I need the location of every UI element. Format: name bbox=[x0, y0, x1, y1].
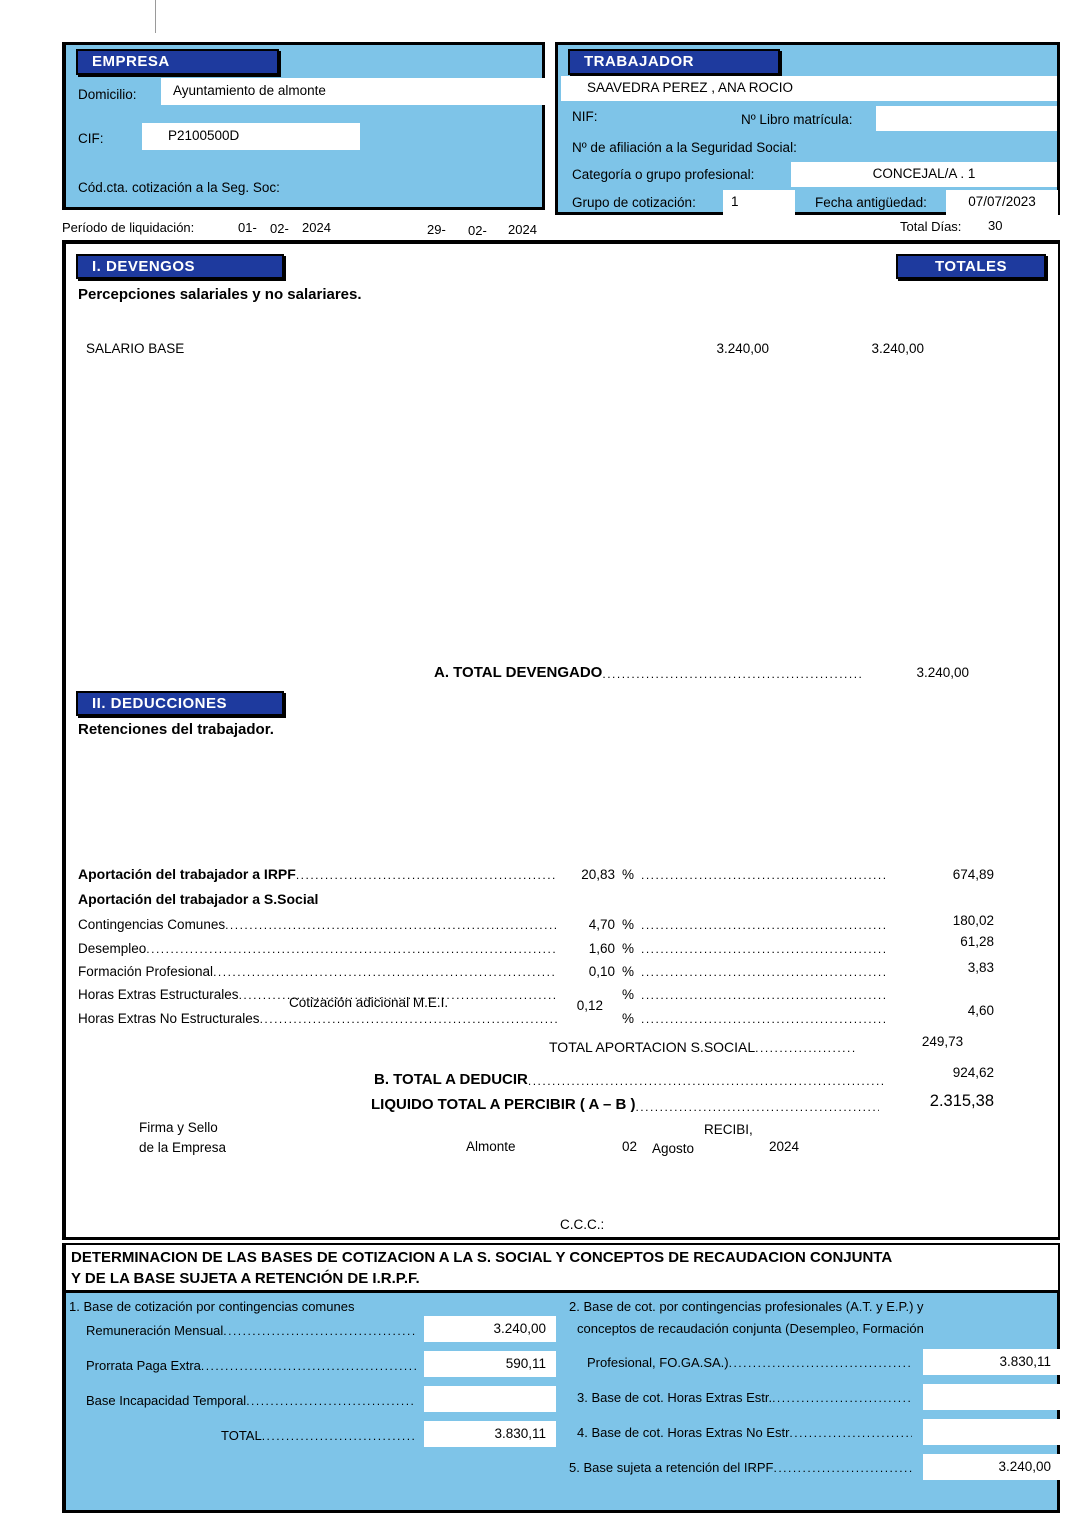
bases-panel bbox=[62, 1292, 1060, 1513]
deduccion-rate: 4,70 bbox=[588, 917, 615, 932]
grupo-cotizacion-value: 1 bbox=[731, 194, 739, 209]
total-bases-value: 3.830,11 bbox=[494, 1426, 546, 1441]
total-ss-row bbox=[549, 1034, 994, 1055]
percepciones-subtitle: Percepciones salariales y no salariares. bbox=[78, 286, 362, 303]
dot-leader bbox=[635, 1099, 879, 1114]
cuenta-cotizacion-label: Cód.cta. cotización a la Seg. Soc: bbox=[78, 180, 280, 195]
dot-leader bbox=[225, 917, 557, 932]
scan-artifact-line bbox=[155, 0, 156, 33]
dot-leader bbox=[772, 1390, 912, 1405]
total-devengado-value: 3.240,00 bbox=[916, 665, 969, 680]
periodo-desde-dia: 01- bbox=[238, 220, 257, 235]
deduccion-label: Horas Extras Estructurales bbox=[78, 987, 239, 1002]
recibi-dia: 02 bbox=[622, 1139, 638, 1154]
deducciones-header-label: II. DEDUCCIONES bbox=[92, 695, 228, 712]
concepto-total: 3.240,00 bbox=[871, 341, 924, 356]
incapacidad-label: Base Incapacidad Temporal bbox=[86, 1393, 247, 1408]
horas-extras-row bbox=[577, 1390, 912, 1405]
fogasa-field bbox=[923, 1349, 1061, 1375]
domicilio-field bbox=[161, 78, 546, 105]
dot-leader bbox=[262, 1428, 416, 1443]
devengos-header-label: I. DEVENGOS bbox=[92, 258, 196, 275]
fogasa-row bbox=[587, 1355, 912, 1370]
dot-leader bbox=[246, 1393, 416, 1408]
remuneracion-value: 3.240,00 bbox=[493, 1321, 546, 1336]
base-irpf-label: 5. Base sujeta a retención del IRPF bbox=[569, 1460, 774, 1475]
deduccion-amount: 3,83 bbox=[967, 960, 994, 975]
concepto-importe: 3.240,00 bbox=[716, 341, 769, 356]
total-deducir-row bbox=[374, 1065, 994, 1088]
mei-rate: 0,12 bbox=[576, 998, 603, 1013]
liquido-value: 2.315,38 bbox=[929, 1092, 994, 1110]
categoria-field bbox=[791, 162, 1057, 187]
total-dias-label: Total Días: bbox=[900, 219, 962, 234]
dot-leader bbox=[260, 1011, 557, 1026]
firma-sello-line1: Firma y Sello bbox=[139, 1120, 218, 1135]
periodo-desde-anio: 2024 bbox=[302, 220, 331, 235]
total-ss-value: 249,73 bbox=[921, 1034, 964, 1049]
incapacidad-row bbox=[86, 1393, 416, 1408]
total-devengado-row bbox=[434, 664, 969, 681]
mei-label: Cotización adicional M.E.I. bbox=[289, 995, 449, 1010]
irpf-label: Aportación del trabajador a IRPF bbox=[78, 866, 296, 882]
cif-label: CIF: bbox=[78, 131, 104, 146]
percent-sign: % bbox=[621, 1011, 634, 1026]
horas-extras-no-row bbox=[577, 1425, 912, 1440]
antiguedad-field bbox=[946, 190, 1058, 215]
deduccion-amount: 61,28 bbox=[960, 934, 994, 949]
totales-header-label: TOTALES bbox=[934, 258, 1008, 275]
deduccion-row bbox=[78, 913, 994, 932]
bases-title-line2: Y DE LA BASE SUJETA A RETENCIÓN DE I.R.P.F. bbox=[71, 1270, 420, 1287]
trabajador-panel bbox=[555, 42, 1060, 215]
dot-leader bbox=[789, 1425, 912, 1440]
cif-value: P2100500D bbox=[168, 128, 240, 143]
remuneracion-label: Remuneración Mensual bbox=[86, 1323, 224, 1338]
deducciones-header bbox=[76, 691, 284, 716]
empresa-header bbox=[76, 49, 279, 75]
antiguedad-value: 07/07/2023 bbox=[968, 194, 1036, 209]
total-deducir-label: B. TOTAL A DEDUCIR bbox=[374, 1071, 528, 1088]
bases-title-box bbox=[62, 1243, 1060, 1292]
concepto-label: SALARIO BASE bbox=[86, 341, 185, 356]
deduccion-row bbox=[78, 1011, 994, 1026]
dot-leader bbox=[641, 917, 886, 932]
categoria-value: CONCEJAL/A . 1 bbox=[872, 166, 976, 181]
categoria-label: Categoría o grupo profesional: bbox=[572, 167, 755, 182]
trabajador-header-label: TRABAJADOR bbox=[584, 53, 694, 70]
total-bases-field bbox=[424, 1421, 556, 1447]
grupo-cotizacion-field bbox=[723, 190, 795, 215]
dot-leader bbox=[774, 1460, 912, 1475]
prorrata-row bbox=[86, 1358, 416, 1373]
libro-matricula-label: Nº Libro matrícula: bbox=[741, 112, 853, 127]
dot-leader bbox=[602, 666, 861, 681]
dot-leader bbox=[213, 964, 557, 979]
ccc-label: C.C.C.: bbox=[560, 1217, 605, 1232]
prorrata-field bbox=[424, 1351, 556, 1377]
mei-amount: 4,60 bbox=[967, 1003, 994, 1018]
percent-sign: % bbox=[621, 987, 634, 1002]
devengos-header bbox=[76, 254, 284, 279]
empresa-header-label: EMPRESA bbox=[92, 53, 170, 70]
empresa-panel bbox=[62, 42, 545, 210]
periodo-hasta-mes: 02- bbox=[468, 223, 487, 238]
firma-sello-line2: de la Empresa bbox=[139, 1140, 227, 1155]
periodo-hasta-dia: 29- bbox=[427, 222, 446, 237]
deduccion-rate: 0,10 bbox=[588, 964, 615, 979]
bases-title-line1: DETERMINACION DE LAS BASES DE COTIZACION A LA S. SOCIAL Y CONCEPTOS DE RECAUDACION CONJUNTA bbox=[71, 1249, 893, 1266]
total-devengado-label: A. TOTAL DEVENGADO bbox=[434, 664, 603, 681]
deduccion-label: Formación Profesional bbox=[78, 964, 214, 979]
fogasa-value: 3.830,11 bbox=[999, 1354, 1051, 1369]
deduccion-label: Horas Extras No Estructurales bbox=[78, 1011, 260, 1026]
dot-leader bbox=[641, 941, 886, 956]
nif-label: NIF: bbox=[572, 109, 598, 124]
domicilio-value: Ayuntamiento de almonte bbox=[173, 83, 326, 98]
base-cp-titulo-line1: 2. Base de cot. por contingencias profesionales (A.T. y E.P.) y bbox=[569, 1299, 924, 1314]
dot-leader bbox=[641, 867, 886, 882]
total-ss-label: TOTAL APORTACION S.SOCIAL bbox=[549, 1039, 756, 1055]
base-irpf-value: 3.240,00 bbox=[998, 1459, 1051, 1474]
percent-sign: % bbox=[621, 917, 634, 932]
total-dias-value: 30 bbox=[988, 218, 1003, 233]
nombre-field bbox=[561, 76, 1057, 101]
horas-extras-field bbox=[923, 1384, 1061, 1410]
irpf-rate: 20,83 bbox=[581, 867, 615, 882]
fogasa-label: Profesional, FO.GA.SA.) bbox=[587, 1355, 729, 1370]
nomina-body-box bbox=[62, 240, 1060, 1240]
percent-sign: % bbox=[621, 964, 634, 979]
periodo-hasta-anio: 2024 bbox=[508, 222, 537, 237]
irpf-amount: 674,89 bbox=[952, 867, 994, 882]
dot-leader bbox=[296, 867, 557, 882]
retenciones-subtitle: Retenciones del trabajador. bbox=[78, 721, 274, 738]
periodo-desde-mes: 02- bbox=[270, 221, 289, 236]
percent-sign: % bbox=[621, 867, 634, 882]
domicilio-label: Domicilio: bbox=[78, 87, 137, 102]
remuneracion-field bbox=[424, 1316, 556, 1342]
libro-matricula-field bbox=[876, 106, 1057, 131]
horas-extras-no-label: 4. Base de cot. Horas Extras No Estr bbox=[577, 1425, 790, 1440]
total-deducir-value: 924,62 bbox=[952, 1065, 994, 1080]
deduccion-row bbox=[78, 960, 994, 979]
deduccion-amount: 180,02 bbox=[952, 913, 994, 928]
dot-leader bbox=[729, 1355, 912, 1370]
cif-field bbox=[142, 123, 360, 150]
dot-leader bbox=[755, 1040, 855, 1055]
trabajador-header bbox=[568, 49, 780, 75]
horas-extras-no-field bbox=[923, 1419, 1061, 1445]
base-irpf-row bbox=[569, 1460, 912, 1475]
deduccion-label: Desempleo bbox=[78, 941, 147, 956]
total-bases-label: TOTAL bbox=[221, 1428, 262, 1443]
totales-header bbox=[896, 254, 1046, 279]
deduccion-label: Contingencias Comunes bbox=[78, 917, 226, 932]
dot-leader bbox=[641, 987, 886, 1002]
dot-leader bbox=[528, 1073, 886, 1088]
deduccion-rate: 1,60 bbox=[588, 941, 615, 956]
recibi-lugar: Almonte bbox=[466, 1139, 516, 1154]
irpf-row bbox=[78, 866, 994, 882]
grupo-cotizacion-label: Grupo de cotización: bbox=[572, 195, 696, 210]
dot-leader bbox=[146, 941, 557, 956]
dot-leader bbox=[641, 964, 886, 979]
total-bases-row bbox=[221, 1428, 416, 1443]
dot-leader bbox=[201, 1358, 416, 1373]
periodo-label: Período de liquidación: bbox=[62, 220, 195, 235]
base-cp-titulo-line2: conceptos de recaudación conjunta (Desempleo, Formación bbox=[577, 1321, 924, 1336]
recibi-mes: Agosto bbox=[652, 1141, 695, 1156]
prorrata-value: 590,11 bbox=[505, 1356, 546, 1371]
remuneracion-row bbox=[86, 1323, 416, 1338]
liquido-row bbox=[371, 1092, 994, 1114]
prorrata-label: Prorrata Paga Extra bbox=[86, 1358, 201, 1373]
dot-leader bbox=[223, 1323, 416, 1338]
deduccion-row bbox=[78, 934, 994, 956]
base-irpf-field bbox=[923, 1454, 1061, 1480]
deduccion-row bbox=[78, 987, 994, 1002]
recibi-label: RECIBI, bbox=[704, 1122, 753, 1137]
incapacidad-field bbox=[424, 1386, 556, 1412]
nombre-value: SAAVEDRA PEREZ , ANA ROCIO bbox=[587, 80, 794, 95]
liquido-label: LIQUIDO TOTAL A PERCIBIR ( A – B ) bbox=[371, 1096, 636, 1113]
percent-sign: % bbox=[621, 941, 634, 956]
horas-extras-label: 3. Base de cot. Horas Extras Estr. bbox=[577, 1390, 773, 1405]
dot-leader bbox=[641, 1011, 886, 1026]
antiguedad-label: Fecha antigüedad: bbox=[815, 195, 927, 210]
ss-subheader: Aportación del trabajador a S.Social bbox=[78, 891, 319, 907]
afiliacion-label: Nº de afiliación a la Seguridad Social: bbox=[572, 140, 797, 155]
base-cc-titulo: 1. Base de cotización por contingencias comunes bbox=[69, 1299, 355, 1314]
recibi-anio: 2024 bbox=[769, 1139, 800, 1154]
